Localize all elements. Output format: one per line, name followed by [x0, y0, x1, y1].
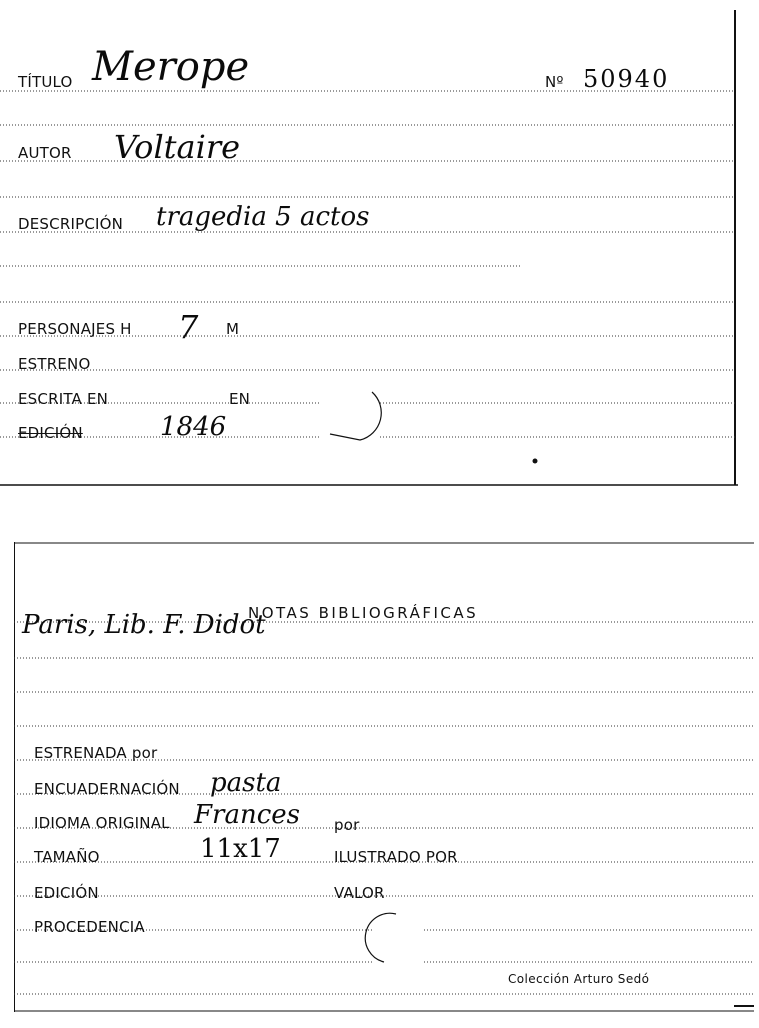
idioma-label: IDIOMA ORIGINAL	[34, 814, 170, 832]
edicion-label: EDICIÓN	[34, 884, 99, 902]
idioma-value: Frances	[194, 800, 301, 830]
autor-label: AUTOR	[18, 144, 72, 162]
autor-value: Voltaire	[114, 128, 241, 166]
estrenada-label: ESTRENADA por	[34, 744, 158, 762]
titulo-value: Merope	[92, 44, 250, 90]
titulo-label: TÍTULO	[18, 73, 73, 91]
idioma-por-label: por	[334, 816, 360, 834]
notas-value: Paris, Lib. F. Didot	[22, 610, 266, 640]
personajes-h-value: 7	[178, 308, 199, 346]
estreno-label: ESTRENO	[18, 355, 91, 373]
numero-label: Nº	[545, 73, 564, 91]
descripcion-value: tragedia 5 actos	[156, 202, 370, 232]
edicion-value: 1846	[160, 412, 227, 442]
valor-label: VALOR	[334, 884, 385, 902]
personajes-label: PERSONAJES H	[18, 320, 132, 338]
procedencia-label: PROCEDENCIA	[34, 918, 145, 936]
tamano-value: 11x17	[200, 834, 281, 864]
coleccion-label: Colección Arturo Sedó	[508, 972, 650, 986]
personajes-m-label: M	[226, 320, 240, 338]
encuadernacion-label: ENCUADERNACIÓN	[34, 780, 180, 798]
catalog-card-front	[0, 10, 738, 488]
edicion-label: EDICIÓN	[18, 424, 83, 442]
numero-value: 50940	[583, 65, 670, 93]
escrita-label: ESCRITA EN	[18, 390, 109, 408]
ilustrado-label: ILUSTRADO POR	[334, 848, 458, 866]
notas-title: NOTAS BIBLIOGRÁFICAS	[248, 604, 479, 622]
catalog-card-back	[14, 542, 754, 1014]
encuadernacion-value: pasta	[210, 768, 282, 798]
escrita-en-label: EN	[229, 390, 251, 408]
tamano-label: TAMAÑO	[34, 848, 100, 866]
descripcion-label: DESCRIPCIÓN	[18, 215, 124, 233]
